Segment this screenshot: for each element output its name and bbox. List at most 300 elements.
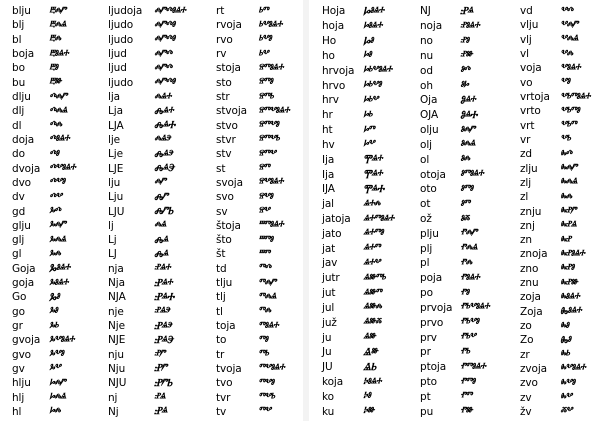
latin-text: Lj bbox=[108, 234, 117, 247]
glagolitic-ligature: ⰳⰴ bbox=[49, 205, 61, 218]
table-row bbox=[520, 376, 600, 390]
glagolitic-ligature: ⱈⰾⱓ bbox=[49, 376, 66, 389]
latin-text: stv bbox=[216, 148, 232, 161]
glagolitic-ligature: ⱈⰲ bbox=[363, 138, 374, 151]
table-row bbox=[322, 360, 412, 375]
table-row bbox=[12, 290, 102, 304]
glagolitic-ligature: ⱄⱅ bbox=[258, 162, 269, 175]
table-row bbox=[108, 204, 208, 218]
latin-text: Oja bbox=[420, 94, 438, 107]
table-row bbox=[322, 108, 412, 123]
glagolitic-ligature: ⱈⱅ bbox=[363, 123, 374, 136]
table-row bbox=[216, 362, 306, 376]
latin-text: otoja bbox=[420, 168, 446, 181]
table-row bbox=[108, 47, 208, 61]
latin-text: Hoja bbox=[322, 5, 346, 18]
glagolitic-ligature: ⱂⱃ bbox=[460, 345, 469, 358]
table-row bbox=[322, 137, 412, 152]
latin-text: lje bbox=[108, 133, 120, 146]
table-row bbox=[216, 333, 306, 347]
glagolitic-ligature: ⰸⱀⱓ bbox=[560, 205, 576, 218]
table-row bbox=[216, 61, 306, 75]
glagolitic-ligature: ⱅⰲⱁⱑⰰ bbox=[258, 362, 284, 375]
glagolitic-ligature: ⰽⱆ bbox=[363, 405, 374, 418]
glagolitic-ligature: ⱈⱁ bbox=[363, 49, 371, 62]
glagolitic-ligature: ⱁⱈ bbox=[460, 79, 468, 92]
glagolitic-ligature: ⱈⰾ bbox=[49, 405, 60, 418]
latin-text: Lju bbox=[108, 191, 124, 204]
table-row bbox=[420, 34, 510, 49]
glagolitic-ligature: ⱑⱆⰶ bbox=[363, 316, 381, 329]
table-row bbox=[216, 90, 306, 104]
glagolitic-ligature: ⱄⱅⰲⱁⱑⰰ bbox=[258, 104, 289, 117]
latin-text: od bbox=[420, 64, 433, 77]
table-row bbox=[12, 376, 102, 390]
table-row bbox=[322, 286, 412, 301]
table-row bbox=[520, 47, 600, 61]
glagolitic-ligature: ⱅⱃ bbox=[258, 348, 268, 361]
table-row bbox=[322, 4, 412, 19]
table-row bbox=[216, 233, 306, 247]
table-row bbox=[108, 333, 208, 347]
latin-text: jul bbox=[322, 301, 335, 314]
glagolitic-ligature: ⰾⱓⰴ bbox=[154, 61, 172, 74]
glagolitic-ligature: ⱂⱁⱑⰰ bbox=[460, 271, 479, 284]
glagolitic-ligature: ⰴⰲⱁ bbox=[49, 176, 65, 189]
latin-text: glju bbox=[12, 219, 31, 232]
latin-text: pl bbox=[420, 257, 430, 270]
latin-text: po bbox=[420, 287, 433, 300]
glagolitic-ligature: ⱑⱆⱅⱃ bbox=[363, 271, 385, 284]
latin-text: oto bbox=[420, 183, 437, 196]
table-row bbox=[108, 262, 208, 276]
table-row bbox=[216, 119, 306, 133]
column-3 bbox=[216, 4, 306, 419]
latin-text: prvo bbox=[420, 316, 444, 329]
table-row bbox=[322, 63, 412, 78]
table-row bbox=[12, 204, 102, 218]
table-row bbox=[12, 104, 102, 118]
table-row bbox=[108, 362, 208, 376]
glagolitic-ligature: ⱄⰲⱁ bbox=[258, 190, 273, 203]
latin-text: rt bbox=[216, 5, 225, 18]
latin-text: dlju bbox=[12, 91, 31, 104]
latin-text: jatoja bbox=[322, 213, 351, 225]
latin-text: zo bbox=[520, 320, 532, 333]
latin-text: to bbox=[216, 334, 227, 347]
glagolitic-ligature: ⱀⱑⰵ bbox=[154, 305, 170, 318]
table-row bbox=[12, 90, 102, 104]
table-row bbox=[108, 147, 208, 161]
glagolitic-ligature: Ⱈⱁⱑⰰ bbox=[363, 4, 384, 17]
latin-text: nja bbox=[108, 262, 124, 275]
latin-text: LJA bbox=[108, 119, 124, 132]
table-row bbox=[322, 315, 412, 330]
latin-text: rv bbox=[216, 48, 227, 61]
table-row bbox=[216, 376, 306, 390]
glagolitic-ligature: ⱈⱃⰲ bbox=[363, 93, 378, 106]
latin-text: st bbox=[216, 162, 226, 175]
glagolitic-ligature: ⰸⱀ bbox=[560, 233, 571, 246]
table-row bbox=[420, 212, 510, 227]
glagolitic-ligature: ⰲⱃⱅⱁ bbox=[560, 104, 579, 117]
table-row bbox=[108, 219, 208, 233]
latin-text: ljudo bbox=[108, 76, 134, 89]
latin-text: tvoja bbox=[216, 362, 242, 375]
latin-text: vrt bbox=[520, 119, 535, 132]
latin-text: vrtoja bbox=[520, 91, 550, 104]
table-row bbox=[420, 63, 510, 78]
latin-text: vrto bbox=[520, 105, 541, 118]
table-row bbox=[520, 161, 600, 175]
latin-text: Ho bbox=[322, 35, 337, 48]
table-row bbox=[322, 123, 412, 138]
latin-text: tlj bbox=[216, 291, 226, 304]
latin-text: gv bbox=[12, 362, 25, 375]
latin-text: stvo bbox=[216, 119, 238, 132]
table-row bbox=[420, 182, 510, 197]
glagolitic-ligature: ⱄⱅⰲ bbox=[258, 147, 276, 160]
glagolitic-ligature: ⱃⰲⱁⱑⰰ bbox=[258, 18, 282, 31]
column-6 bbox=[520, 4, 600, 419]
table-row bbox=[216, 276, 306, 290]
glagolitic-ligature: ⱄⱅⱁ bbox=[258, 76, 273, 89]
glagolitic-ligature: Ⰹⱑⰰ bbox=[363, 168, 382, 181]
glagolitic-ligature: Ⱑⱆ bbox=[363, 345, 377, 358]
glagolitic-ligature: ⱅⰲⱃ bbox=[258, 391, 274, 404]
table-row bbox=[420, 167, 510, 182]
glagolitic-ligature: ⰲⰾ bbox=[560, 47, 573, 60]
latin-text: olj bbox=[420, 138, 432, 151]
table-row bbox=[322, 404, 412, 419]
latin-text: Go bbox=[12, 291, 27, 304]
glagolitic-ligature: ⱅⰲ bbox=[258, 405, 271, 418]
table-row bbox=[216, 190, 306, 204]
latin-text: LJ bbox=[108, 248, 117, 261]
table-row bbox=[322, 212, 412, 227]
glagolitic-ligature: ⰾⱓⰴⱁ bbox=[154, 33, 175, 46]
glagolitic-ligature: ⰴⰾⱓ bbox=[49, 90, 67, 103]
latin-text: plj bbox=[420, 242, 433, 255]
glagolitic-ligature: ⱎⱅⱁ bbox=[258, 233, 273, 246]
glagolitic-ligature: ⱅⰴ bbox=[258, 262, 271, 275]
table-row bbox=[420, 123, 510, 138]
latin-text: bl bbox=[12, 33, 22, 46]
latin-text: jat bbox=[322, 242, 336, 255]
glagolitic-ligature: ⰸⱀⱁ bbox=[560, 262, 574, 275]
table-left-half bbox=[12, 4, 298, 419]
glagolitic-ligature: ⰲⱁⱑⰰ bbox=[560, 61, 580, 74]
table-row bbox=[322, 93, 412, 108]
latin-text: zoja bbox=[520, 291, 541, 304]
glagolitic-ligature: ⰱⱁ bbox=[49, 61, 58, 74]
latin-text: nu bbox=[420, 49, 434, 62]
glagolitic-ligature: ⰲⱁ bbox=[560, 76, 570, 89]
glagolitic-ligature: ⱂⰾⱑ bbox=[460, 242, 477, 255]
glagolitic-ligature: ⰾⱓⰴ bbox=[154, 47, 172, 60]
table-row bbox=[108, 4, 208, 18]
glagolitic-ligature: Ⱀⱓ bbox=[154, 362, 167, 375]
glagolitic-ligature: Ⱁⱑⰰ bbox=[460, 93, 475, 106]
glagolitic-ligature: ⰽⱁ bbox=[363, 390, 371, 403]
latin-text: glj bbox=[12, 234, 25, 247]
latin-text: ljudoja bbox=[108, 5, 143, 18]
latin-text: hr bbox=[322, 109, 333, 122]
table-row bbox=[420, 360, 510, 375]
table-row bbox=[216, 76, 306, 90]
glagolitic-ligature: ⰳⰾ bbox=[49, 247, 60, 260]
latin-text: hoja bbox=[322, 20, 345, 33]
latin-text: sto bbox=[216, 76, 232, 89]
table-row bbox=[322, 301, 412, 316]
table-row bbox=[108, 247, 208, 261]
glagolitic-ligature: ⱑⰰⰲ bbox=[363, 256, 380, 269]
table-row bbox=[322, 330, 412, 345]
table-row bbox=[108, 161, 208, 175]
glagolitic-ligature: ⰸⰲⱁⱑⰰ bbox=[560, 362, 585, 375]
table-row bbox=[108, 319, 208, 333]
glagolitic-ligature: ⰱⱁⱑⰰ bbox=[49, 47, 68, 60]
table-row bbox=[520, 333, 600, 347]
latin-text: toja bbox=[216, 320, 236, 333]
glagolitic-ligature: ⰴⰲ bbox=[49, 190, 62, 203]
table-row bbox=[216, 176, 306, 190]
glagolitic-ligature: ⱑⰰⱅⱁⱑⰰ bbox=[363, 212, 394, 225]
glagolitic-ligature: ⰲⰾⱑ bbox=[560, 33, 578, 46]
table-row bbox=[520, 219, 600, 233]
latin-text: dvoja bbox=[12, 162, 41, 175]
table-row bbox=[520, 390, 600, 404]
glagolitic-ligature: ⰲⰾⱓ bbox=[560, 18, 578, 31]
table-row bbox=[12, 390, 102, 404]
table-row bbox=[108, 133, 208, 147]
table-row bbox=[520, 305, 600, 319]
glagolitic-ligature: ⰐⱑⰅ bbox=[154, 333, 173, 346]
latin-text: tvo bbox=[216, 377, 233, 390]
glagolitic-ligature: ⰸⱀⱁⱑⰰ bbox=[560, 247, 585, 260]
glagolitic-ligature: ⰴⱁ bbox=[49, 147, 59, 160]
latin-text: nj bbox=[108, 391, 118, 404]
table-row bbox=[420, 108, 510, 123]
latin-text: do bbox=[12, 148, 25, 161]
table-row bbox=[420, 4, 510, 19]
glagolitic-ligature: ⰸⱁ bbox=[560, 319, 569, 332]
glagolitic-ligature: Ⱀⱑ bbox=[460, 4, 473, 17]
glagolitic-ligature: ⱈⰾⱑ bbox=[49, 391, 66, 404]
latin-text: sv bbox=[216, 205, 228, 218]
latin-text: Nja bbox=[108, 277, 125, 290]
table-row bbox=[108, 90, 208, 104]
latin-text: zno bbox=[520, 262, 539, 275]
glagolitic-ligature: ⱀⱁ bbox=[460, 34, 469, 47]
latin-text: go bbox=[12, 305, 25, 318]
table-row bbox=[12, 319, 102, 333]
latin-text: hlju bbox=[12, 377, 31, 390]
latin-text: tr bbox=[216, 348, 225, 361]
glagolitic-ligature: ⰱⰾ bbox=[49, 33, 61, 46]
latin-text: stoja bbox=[216, 62, 241, 75]
column-2 bbox=[108, 4, 208, 419]
glagolitic-ligature: ⱄⱅⱁⱑⰰ bbox=[258, 61, 283, 74]
latin-text: str bbox=[216, 91, 230, 104]
column-1 bbox=[12, 4, 102, 419]
glagolitic-ligature: ⱁⰾⱓ bbox=[460, 123, 475, 136]
glagolitic-ligature: ⱃⱅ bbox=[258, 4, 268, 17]
latin-text: ol bbox=[420, 153, 430, 166]
table-row bbox=[322, 256, 412, 271]
table-row bbox=[322, 78, 412, 93]
latin-text: tv bbox=[216, 405, 227, 418]
glagolitic-ligature: ⰴⰾ bbox=[49, 119, 62, 132]
glagolitic-ligature: Ⰾⱑ bbox=[154, 247, 168, 260]
glagolitic-ligature: ⱅⱁⱑⰰ bbox=[258, 319, 278, 332]
latin-text: prv bbox=[420, 331, 437, 344]
glagolitic-ligature: Ⰳⱁⱑⰰ bbox=[49, 262, 70, 275]
latin-text: blj bbox=[12, 19, 25, 32]
table-row bbox=[520, 233, 600, 247]
table-row bbox=[520, 190, 600, 204]
glagolitic-ligature: Ⰹⱑⰰ bbox=[363, 153, 382, 166]
glagolitic-ligature: ⰲⱃⱅ bbox=[560, 119, 576, 132]
table-row bbox=[420, 271, 510, 286]
glagolitic-ligature: ⰸⱀⱑ bbox=[560, 219, 576, 232]
glagolitic-ligature: ⱑⰰⰾ bbox=[363, 197, 380, 210]
glagolitic-ligature: ⰸⰲⱁ bbox=[560, 376, 575, 389]
table-row bbox=[420, 404, 510, 419]
table-row bbox=[12, 133, 102, 147]
latin-text: jal bbox=[322, 198, 334, 211]
glagolitic-ligature: ⰸⰾⱓ bbox=[560, 162, 577, 175]
table-row bbox=[108, 305, 208, 319]
table-row bbox=[420, 93, 510, 108]
latin-text: no bbox=[420, 35, 433, 48]
glagolitic-ligature: ⰲⱃⱅⱁⱑⰰ bbox=[560, 90, 590, 103]
glagolitic-ligature: ⰑⱑⰀ bbox=[460, 108, 477, 121]
glagolitic-ligature: ⰲⱃ bbox=[560, 133, 570, 146]
glagolitic-ligature: ⱂⱆ bbox=[460, 405, 472, 418]
latin-text: Goja bbox=[12, 262, 36, 275]
glagolitic-ligature: ⰳⱁ bbox=[49, 305, 58, 318]
latin-text: hv bbox=[322, 138, 335, 151]
latin-text: stvoja bbox=[216, 105, 247, 118]
table-row bbox=[322, 226, 412, 241]
latin-text: tvr bbox=[216, 391, 231, 404]
table-row bbox=[12, 333, 102, 347]
latin-text: Ju bbox=[322, 346, 332, 359]
latin-text: bu bbox=[12, 76, 26, 89]
table-row bbox=[12, 4, 102, 18]
table-row bbox=[520, 147, 600, 161]
glagolitic-ligature: ⱀⱑ bbox=[154, 391, 165, 404]
latin-text: gd bbox=[12, 205, 26, 218]
table-row bbox=[12, 61, 102, 75]
latin-text: ht bbox=[322, 124, 333, 137]
latin-text: pr bbox=[420, 346, 431, 359]
latin-text: hl bbox=[12, 405, 22, 418]
table-row bbox=[420, 152, 510, 167]
glagolitic-ligature: ⰸⰾⱑ bbox=[560, 176, 577, 189]
latin-text: znj bbox=[520, 219, 535, 232]
glagolitic-ligature: ⱄⰲ bbox=[258, 205, 269, 218]
latin-text: hrv bbox=[322, 94, 339, 107]
table-row bbox=[108, 119, 208, 133]
glagolitic-ligature: ⱂⱃⰲ bbox=[460, 331, 476, 344]
table-row bbox=[420, 19, 510, 34]
latin-text: JU bbox=[322, 361, 333, 374]
glagolitic-ligature: ⱈⱃⰲⱁ bbox=[363, 79, 381, 92]
latin-text: svoja bbox=[216, 176, 243, 189]
table-row bbox=[216, 161, 306, 175]
latin-text: voja bbox=[520, 62, 542, 75]
glagolitic-ligature: ⱀⱓ bbox=[154, 348, 165, 361]
glagolitic-ligature: ⱅⰾⱓ bbox=[258, 276, 276, 289]
table-row bbox=[216, 247, 306, 261]
table-row bbox=[12, 33, 102, 47]
table-row bbox=[520, 133, 600, 147]
latin-text: ko bbox=[322, 390, 334, 403]
latin-text: gvoja bbox=[12, 334, 41, 347]
table-row bbox=[216, 390, 306, 404]
table-row bbox=[216, 33, 306, 47]
glagolitic-ligature: ⱁⰾ bbox=[460, 153, 470, 166]
glagolitic-ligature: ⱂⱅ bbox=[460, 390, 472, 403]
glagolitic-ligature: ⱈⱃⰲⱁⱑⰰ bbox=[363, 64, 392, 77]
glagolitic-ligature: ⱄⱅⱃ bbox=[258, 90, 273, 103]
table-row bbox=[420, 375, 510, 390]
glagolitic-ligature: ⱁⱅⱁ bbox=[460, 182, 473, 195]
latin-text: ho bbox=[322, 49, 335, 62]
table-row bbox=[216, 290, 306, 304]
latin-text: dv bbox=[12, 191, 25, 204]
latin-text: NJU bbox=[108, 377, 127, 390]
glagolitic-ligature: ⰳⰾⱓ bbox=[49, 219, 66, 232]
latin-text: pu bbox=[420, 405, 434, 418]
table-row bbox=[520, 405, 600, 419]
table-row bbox=[520, 362, 600, 376]
table-row bbox=[216, 47, 306, 61]
latin-text: Nj bbox=[108, 405, 119, 418]
glagolitic-ligature: ⰡⰓ bbox=[363, 360, 376, 373]
table-row bbox=[12, 348, 102, 362]
glagolitic-ligature: ⰳⰲⱁ bbox=[49, 348, 64, 361]
glagolitic-ligature: ⱂⰾ bbox=[460, 256, 472, 269]
table-row bbox=[108, 190, 208, 204]
latin-text: Zoja bbox=[520, 305, 543, 318]
table-row bbox=[322, 345, 412, 360]
glagolitic-ligature: ⰸⰴ bbox=[560, 147, 572, 160]
table-row bbox=[322, 197, 412, 212]
table-row bbox=[420, 48, 510, 63]
glagolitic-ligature: Ⰸⱁⱑⰰ bbox=[560, 305, 581, 318]
glagolitic-ligature: ⰸⱃ bbox=[560, 348, 569, 361]
table-row bbox=[520, 33, 600, 47]
latin-text: hlj bbox=[12, 391, 25, 404]
latin-text: znu bbox=[520, 277, 539, 290]
glagolitic-ligature: ⰎⱑⰀ bbox=[154, 119, 175, 132]
glagolitic-ligature: ⰲⰴ bbox=[560, 4, 573, 17]
table-row bbox=[322, 271, 412, 286]
table-row bbox=[108, 348, 208, 362]
latin-text: jutr bbox=[322, 272, 340, 285]
latin-text: tlju bbox=[216, 277, 233, 290]
glagolitic-ligature: ⰸⱁⱑⰰ bbox=[560, 290, 579, 303]
table-row bbox=[216, 405, 306, 419]
latin-text: hrvo bbox=[322, 79, 346, 92]
glagolitic-ligature: Ⰸⱁ bbox=[560, 333, 571, 346]
table-row bbox=[12, 276, 102, 290]
table-row bbox=[520, 176, 600, 190]
glagolitic-ligature: Ⰾⱑⰰ bbox=[154, 104, 173, 117]
